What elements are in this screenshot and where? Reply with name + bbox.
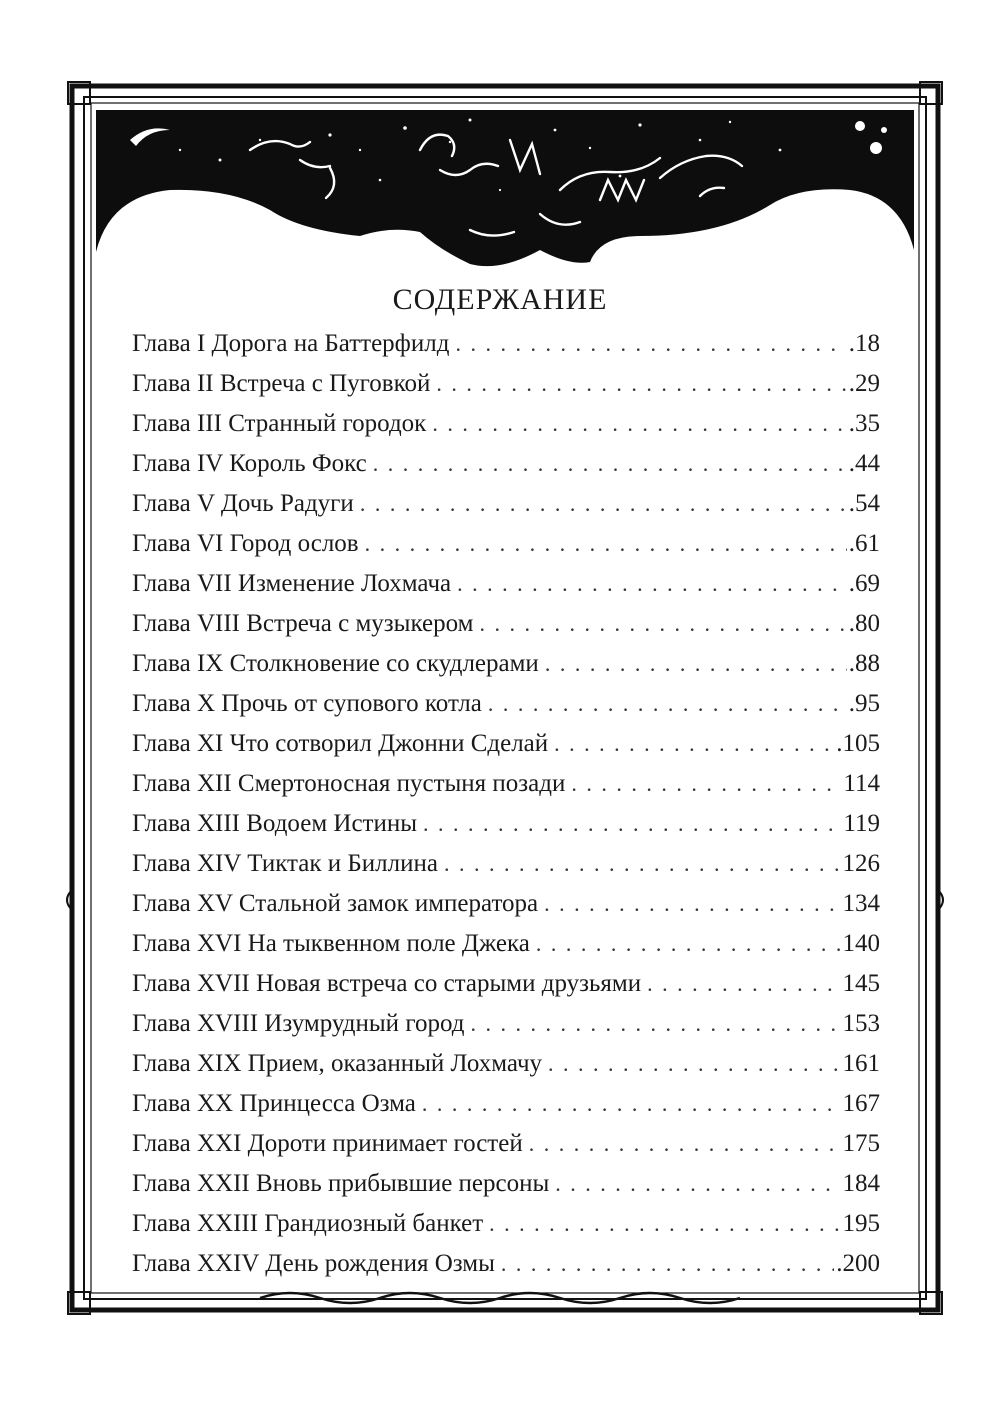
toc-leader [647, 964, 840, 1004]
toc-entry-page: 114 [843, 770, 880, 797]
toc-entry-title: Глава XIX Прием, оказанный Лохмачу [132, 1050, 543, 1077]
toc-leader [470, 1004, 840, 1044]
toc-leader [432, 404, 846, 444]
toc-entry[interactable] [132, 484, 880, 524]
toc-leader [545, 644, 847, 684]
toc-entry-title: Глава VII Изменение Лохмача [132, 570, 452, 597]
toc-leader [544, 884, 840, 924]
toc-leader [571, 764, 841, 804]
toc-leader [455, 324, 846, 364]
toc-leader [548, 1044, 840, 1084]
toc-entry[interactable] [132, 1164, 880, 1204]
toc-entry-title: Глава VI Город ослов [132, 530, 359, 557]
toc-entry-page: .95 [848, 690, 880, 717]
toc-leader [457, 564, 847, 604]
toc-entry-page: 126 [842, 850, 880, 877]
toc-entry-page: .35 [848, 410, 880, 437]
toc-entry-page: 140 [842, 930, 880, 957]
toc-entry-page: 195 [842, 1210, 880, 1237]
toc-entry-title: Глава I Дорога на Баттерфилд [132, 330, 450, 357]
toc-entry-title: Глава XX Принцесса Озма [132, 1090, 416, 1117]
toc-leader [488, 684, 847, 724]
toc-entry-title: Глава XXIII Грандиозный банкет [132, 1210, 484, 1237]
toc-entry-title: Глава XXIV День рождения Озмы [132, 1250, 495, 1277]
toc-entry-title: Глава XVI На тыквенном поле Джека [132, 930, 530, 957]
toc-entry[interactable] [132, 364, 880, 404]
toc-leader [436, 364, 846, 404]
toc-entry-page: .80 [848, 610, 880, 637]
toc-entry-page: 119 [843, 810, 880, 837]
toc-leader [444, 844, 841, 884]
toc-entry[interactable] [132, 604, 880, 644]
toc-entry-title: Глава XVII Новая встреча со старыми друзьями [132, 970, 642, 997]
toc-leader [555, 1164, 840, 1204]
table-of-contents [132, 324, 880, 1284]
toc-leader [529, 1124, 841, 1164]
toc-entry-page: .200 [836, 1250, 880, 1277]
toc-leader [536, 924, 841, 964]
toc-leader [365, 524, 847, 564]
toc-entry-page: .44 [848, 450, 880, 477]
toc-entry-title: Глава VIII Встреча с музыкером [132, 610, 474, 637]
page-title: СОДЕРЖАНИЕ [392, 283, 608, 316]
toc-entry[interactable] [132, 884, 880, 924]
toc-entry[interactable] [132, 564, 880, 604]
toc-leader [422, 1084, 841, 1124]
toc-entry[interactable] [132, 1004, 880, 1044]
toc-entry-page: 145 [842, 970, 880, 997]
toc-entry-page: .29 [848, 370, 880, 397]
toc-entry[interactable] [132, 764, 880, 804]
toc-entry-page: 161 [842, 1050, 880, 1077]
toc-entry-title: Глава XVIII Изумрудный город [132, 1010, 465, 1037]
toc-entry-page: 175 [842, 1130, 880, 1157]
toc-entry[interactable] [132, 1124, 880, 1164]
toc-entry-title: Глава V Дочь Радуги [132, 490, 354, 517]
toc-entry[interactable] [132, 444, 880, 484]
toc-entry-page: .69 [848, 570, 880, 597]
toc-leader [479, 604, 846, 644]
toc-entry-title: Глава II Встреча с Пуговкой [132, 370, 431, 397]
toc-entry-title: Глава XIV Тиктак и Биллина [132, 850, 438, 877]
toc-entry-title: Глава XV Стальной замок императора [132, 890, 539, 917]
toc-entry-title: Глава III Странный городок [132, 410, 427, 437]
toc-entry[interactable] [132, 1084, 880, 1124]
toc-leader [423, 804, 841, 844]
toc-entry[interactable] [132, 1244, 880, 1284]
toc-entry[interactable] [132, 804, 880, 844]
toc-leader [373, 444, 847, 484]
toc-entry-title: Глава XIII Водоем Истины [132, 810, 418, 837]
toc-entry-title: Глава X Прочь от супового котла [132, 690, 482, 717]
toc-entry-page: .18 [848, 330, 880, 357]
toc-entry[interactable] [132, 404, 880, 444]
toc-entry-page: .88 [848, 650, 880, 677]
toc-leader [360, 484, 847, 524]
toc-entry-page: .54 [848, 490, 880, 517]
toc-entry[interactable] [132, 724, 880, 764]
toc-entry-title: Глава IV Король Фокс [132, 450, 367, 477]
toc-entry-title: Глава XII Смертоносная пустыня позади [132, 770, 566, 797]
toc-entry-page: 184 [842, 1170, 880, 1197]
toc-entry[interactable] [132, 324, 880, 364]
toc-entry-title: Глава IX Столкновение со скудлерами [132, 650, 539, 677]
toc-entry[interactable] [132, 644, 880, 684]
toc-entry-page: .105 [836, 730, 880, 757]
toc-leader [554, 724, 834, 764]
night-sky-chariot-illustration [96, 110, 914, 266]
toc-leader [489, 1204, 840, 1244]
toc-entry-title: Глава XXII Вновь прибывшие персоны [132, 1170, 550, 1197]
toc-entry[interactable] [132, 1044, 880, 1084]
toc-entry[interactable] [132, 524, 880, 564]
toc-leader [501, 1244, 834, 1284]
toc-entry-page: 153 [842, 1010, 880, 1037]
toc-entry-title: Глава XI Что сотворил Джонни Сделай [132, 730, 549, 757]
toc-entry-page: 134 [842, 890, 880, 917]
toc-entry[interactable] [132, 844, 880, 884]
toc-entry[interactable] [132, 964, 880, 1004]
toc-entry-page: 167 [842, 1090, 880, 1117]
toc-entry-title: Глава XXI Дороти принимает гостей [132, 1130, 523, 1157]
toc-entry[interactable] [132, 924, 880, 964]
toc-entry[interactable] [132, 1204, 880, 1244]
toc-entry[interactable] [132, 684, 880, 724]
toc-entry-page: .61 [848, 530, 880, 557]
